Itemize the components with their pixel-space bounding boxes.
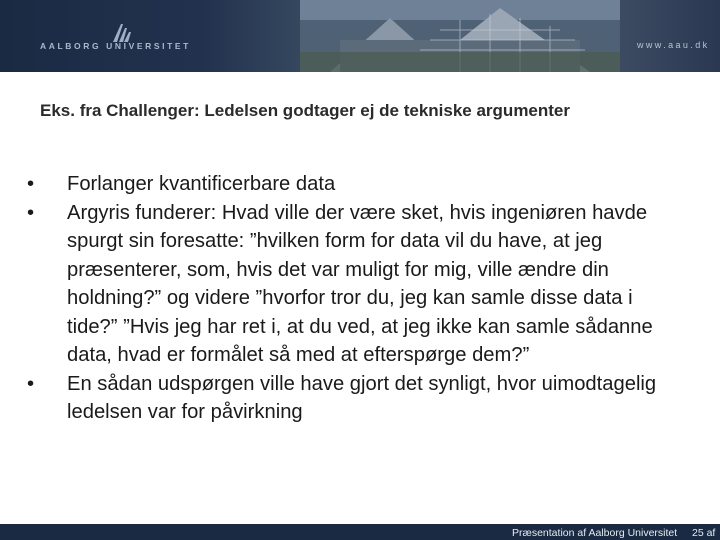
bullet-item [27,170,687,199]
bullet-text: Forlanger kvantificerbare data [67,173,336,195]
building-photo [300,0,620,72]
slide-title: Eks. fra Challenger: Ledelsen godtager ej de tekniske argumenter [40,101,571,120]
website-url: www.aau.dk [637,40,710,50]
bullet-text: Argyris funderer: Hvad ville der være sket, hvis ingeniøren havde spurgt sin foresatte: ”hvilken form for data vil du have, at jeg præsenterer, som, hvis det var muligt for mig, ville ændre din holdning?” og videre ”hvorfor tror du, jeg kan samle disse data i tide?” ”Hvis jeg har ret i, at du ved, at jeg ikke kan samle sådanne data, hvad er formålet så med at efterspørge dem?” [67,201,653,366]
bullet-marker: • [27,173,35,195]
bullet-list [27,170,687,427]
footer-bar [0,524,720,540]
university-logo-text: AALBORG UNIVERSITET [40,41,191,51]
bullet-marker: • [27,201,35,224]
bullet-item [27,199,687,370]
bullet-item [27,370,687,427]
bullet-marker: • [27,372,35,395]
page-number: 25 af [692,527,716,539]
bullet-text: En sådan udspørgen ville have gjort det synligt, hvor uimodtagelig ledelsen var for påvirkning [67,372,657,423]
header-banner [0,0,720,72]
footer-text: Præsentation af Aalborg Universitet [512,527,678,539]
